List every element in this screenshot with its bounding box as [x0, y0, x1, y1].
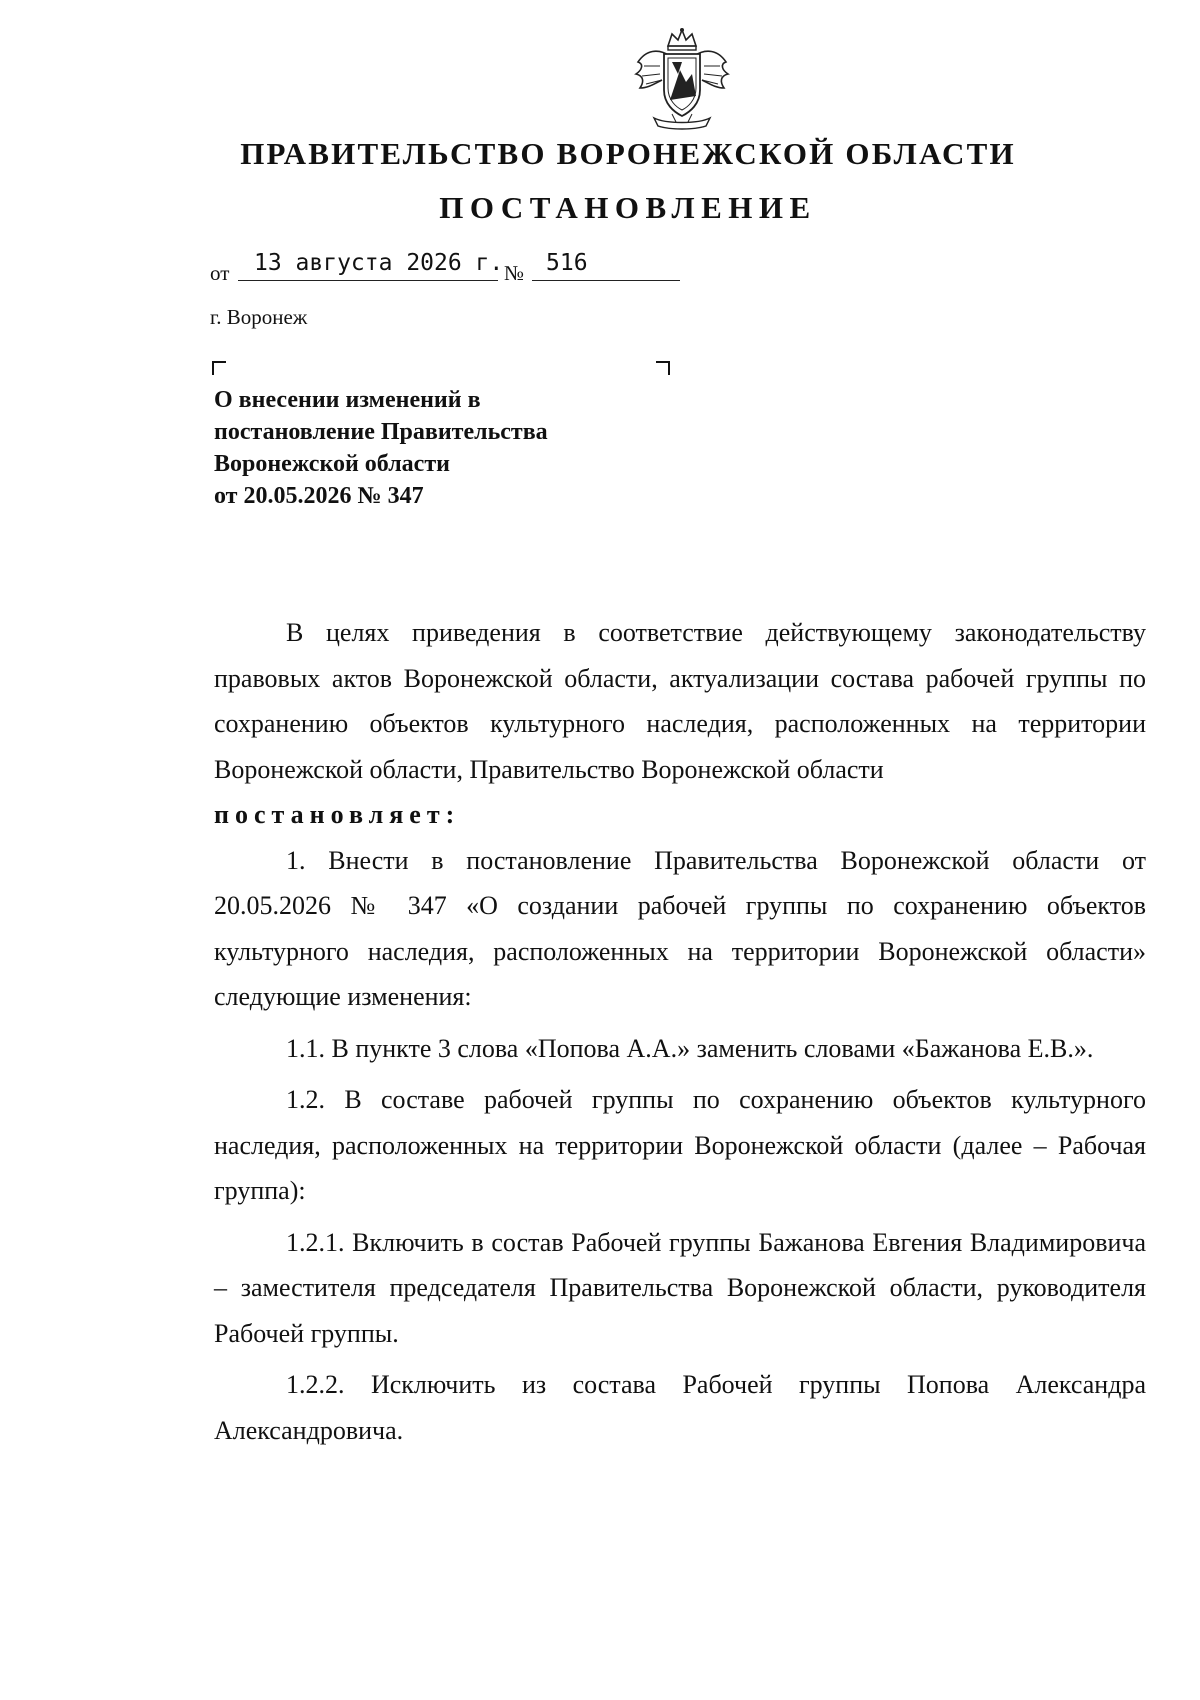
number-value: 516 — [546, 250, 588, 276]
document-body — [214, 610, 1146, 1453]
item-paragraph-1-2-2: 1.2.2. Исключить из состава Рабочей группы Попова Александра Александровича. — [214, 1370, 1146, 1445]
subject-line: от 20.05.2026 № 347 — [214, 483, 424, 509]
city-label: г. Воронеж — [210, 305, 308, 329]
number-prefix-label: № — [504, 261, 525, 285]
bracket-corner-right — [656, 361, 670, 375]
date-value: 13 августа 2026 г. — [254, 250, 504, 276]
item-paragraph-1-1: 1.1. В пункте 3 слова «Попова А.А.» заменить словами «Бажанова Е.В.». — [286, 1033, 1094, 1063]
document-type-title: ПОСТАНОВЛЕНИЕ — [439, 190, 817, 225]
item-paragraph-1: 1. Внести в постановление Правительства Воронежской области от 20.05.2026 № 347 «О создании рабочей группы по сохранению объектов культурного наследия, расположенных на территории Воронежской области» следующие изменения: — [214, 845, 1146, 1011]
subject-line: постановление Правительства — [214, 419, 548, 445]
subject-line: О внесении изменений в — [214, 387, 481, 413]
bracket-corner-left — [212, 361, 226, 375]
subject-line: Воронежской области — [214, 451, 450, 477]
item-paragraph-1-2: 1.2. В составе рабочей группы по сохранению объектов культурного наследия, расположенных на территории Воронежской области (далее – Рабочая группа): — [214, 1085, 1146, 1205]
item-paragraph-1-2-1: 1.2.1. Включить в состав Рабочей группы Бажанова Евгения Владимировича – заместителя председателя Правительства Воронежской области, руководителя Рабочей группы. — [214, 1227, 1146, 1348]
resolves-paragraph — [214, 792, 1146, 838]
date-field — [238, 248, 504, 281]
number-field — [532, 248, 680, 281]
coat-of-arms-icon — [632, 26, 732, 130]
date-prefix-label: от — [210, 261, 230, 285]
resolves-keyword: постановляет: — [214, 800, 461, 829]
government-title: ПРАВИТЕЛЬСТВО ВОРОНЕЖСКОЙ ОБЛАСТИ — [240, 136, 1016, 171]
document-subject — [214, 384, 654, 512]
date-number-line — [210, 248, 680, 288]
preamble-paragraph: В целях приведения в соответствие действующему законодательству правовых актов Воронежской области, актуализации состава рабочей группы по сохранению объектов культурного наследия, расположенных на территории Воронежской области, Правительство Воронежской области — [214, 618, 1146, 784]
